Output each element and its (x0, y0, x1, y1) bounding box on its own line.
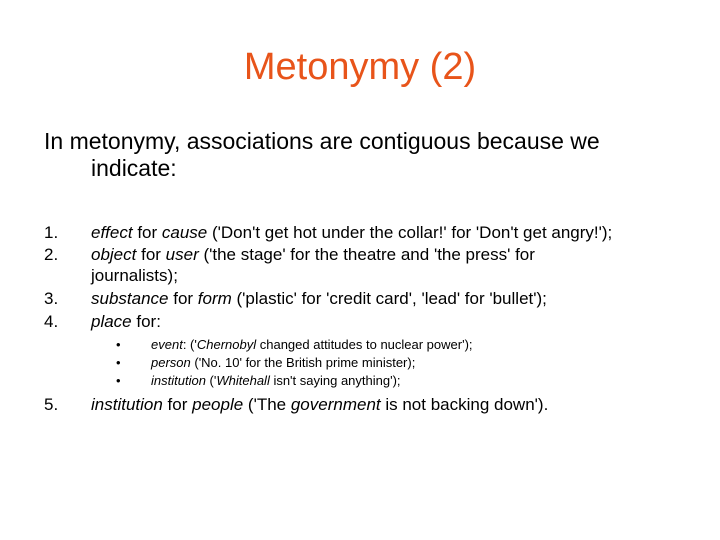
list-item-text: place for: (91, 312, 161, 331)
intro-line-2: indicate: (91, 155, 177, 181)
list-item-number: 5. (44, 395, 59, 414)
bullet-icon: • (116, 373, 121, 388)
list-item-number: 4. (44, 312, 59, 331)
intro-line-1: In metonymy, associations are contiguous because we (44, 128, 600, 154)
list-item-number: 3. (44, 289, 59, 308)
list-item-number: 1. (44, 223, 59, 242)
sub-list-item-text: event: ('Chernobyl changed attitudes to nuclear power'); (151, 337, 473, 352)
list-item-text: object for user ('the stage' for the theatre and 'the press' for journalists); (91, 245, 535, 285)
list-item-number: 2. (44, 245, 59, 264)
bullet-icon: • (116, 337, 121, 352)
slide-title: Metonymy (2) (243, 46, 477, 88)
sub-list-item-text: person ('No. 10' for the British prime minister); (151, 355, 416, 370)
list-item-text: institution for people ('The government is not backing down'). (91, 395, 549, 414)
intro-text (44, 128, 684, 182)
list-item-text: substance for form ('plastic' for 'credit card', 'lead' for 'bullet'); (91, 289, 547, 308)
sub-list-item-text: institution ('Whitehall isn't saying anything'); (151, 373, 401, 388)
list-item-text: effect for cause ('Don't get hot under the collar!' for 'Don't get angry!'); (91, 223, 613, 242)
bullet-icon: • (116, 355, 121, 370)
